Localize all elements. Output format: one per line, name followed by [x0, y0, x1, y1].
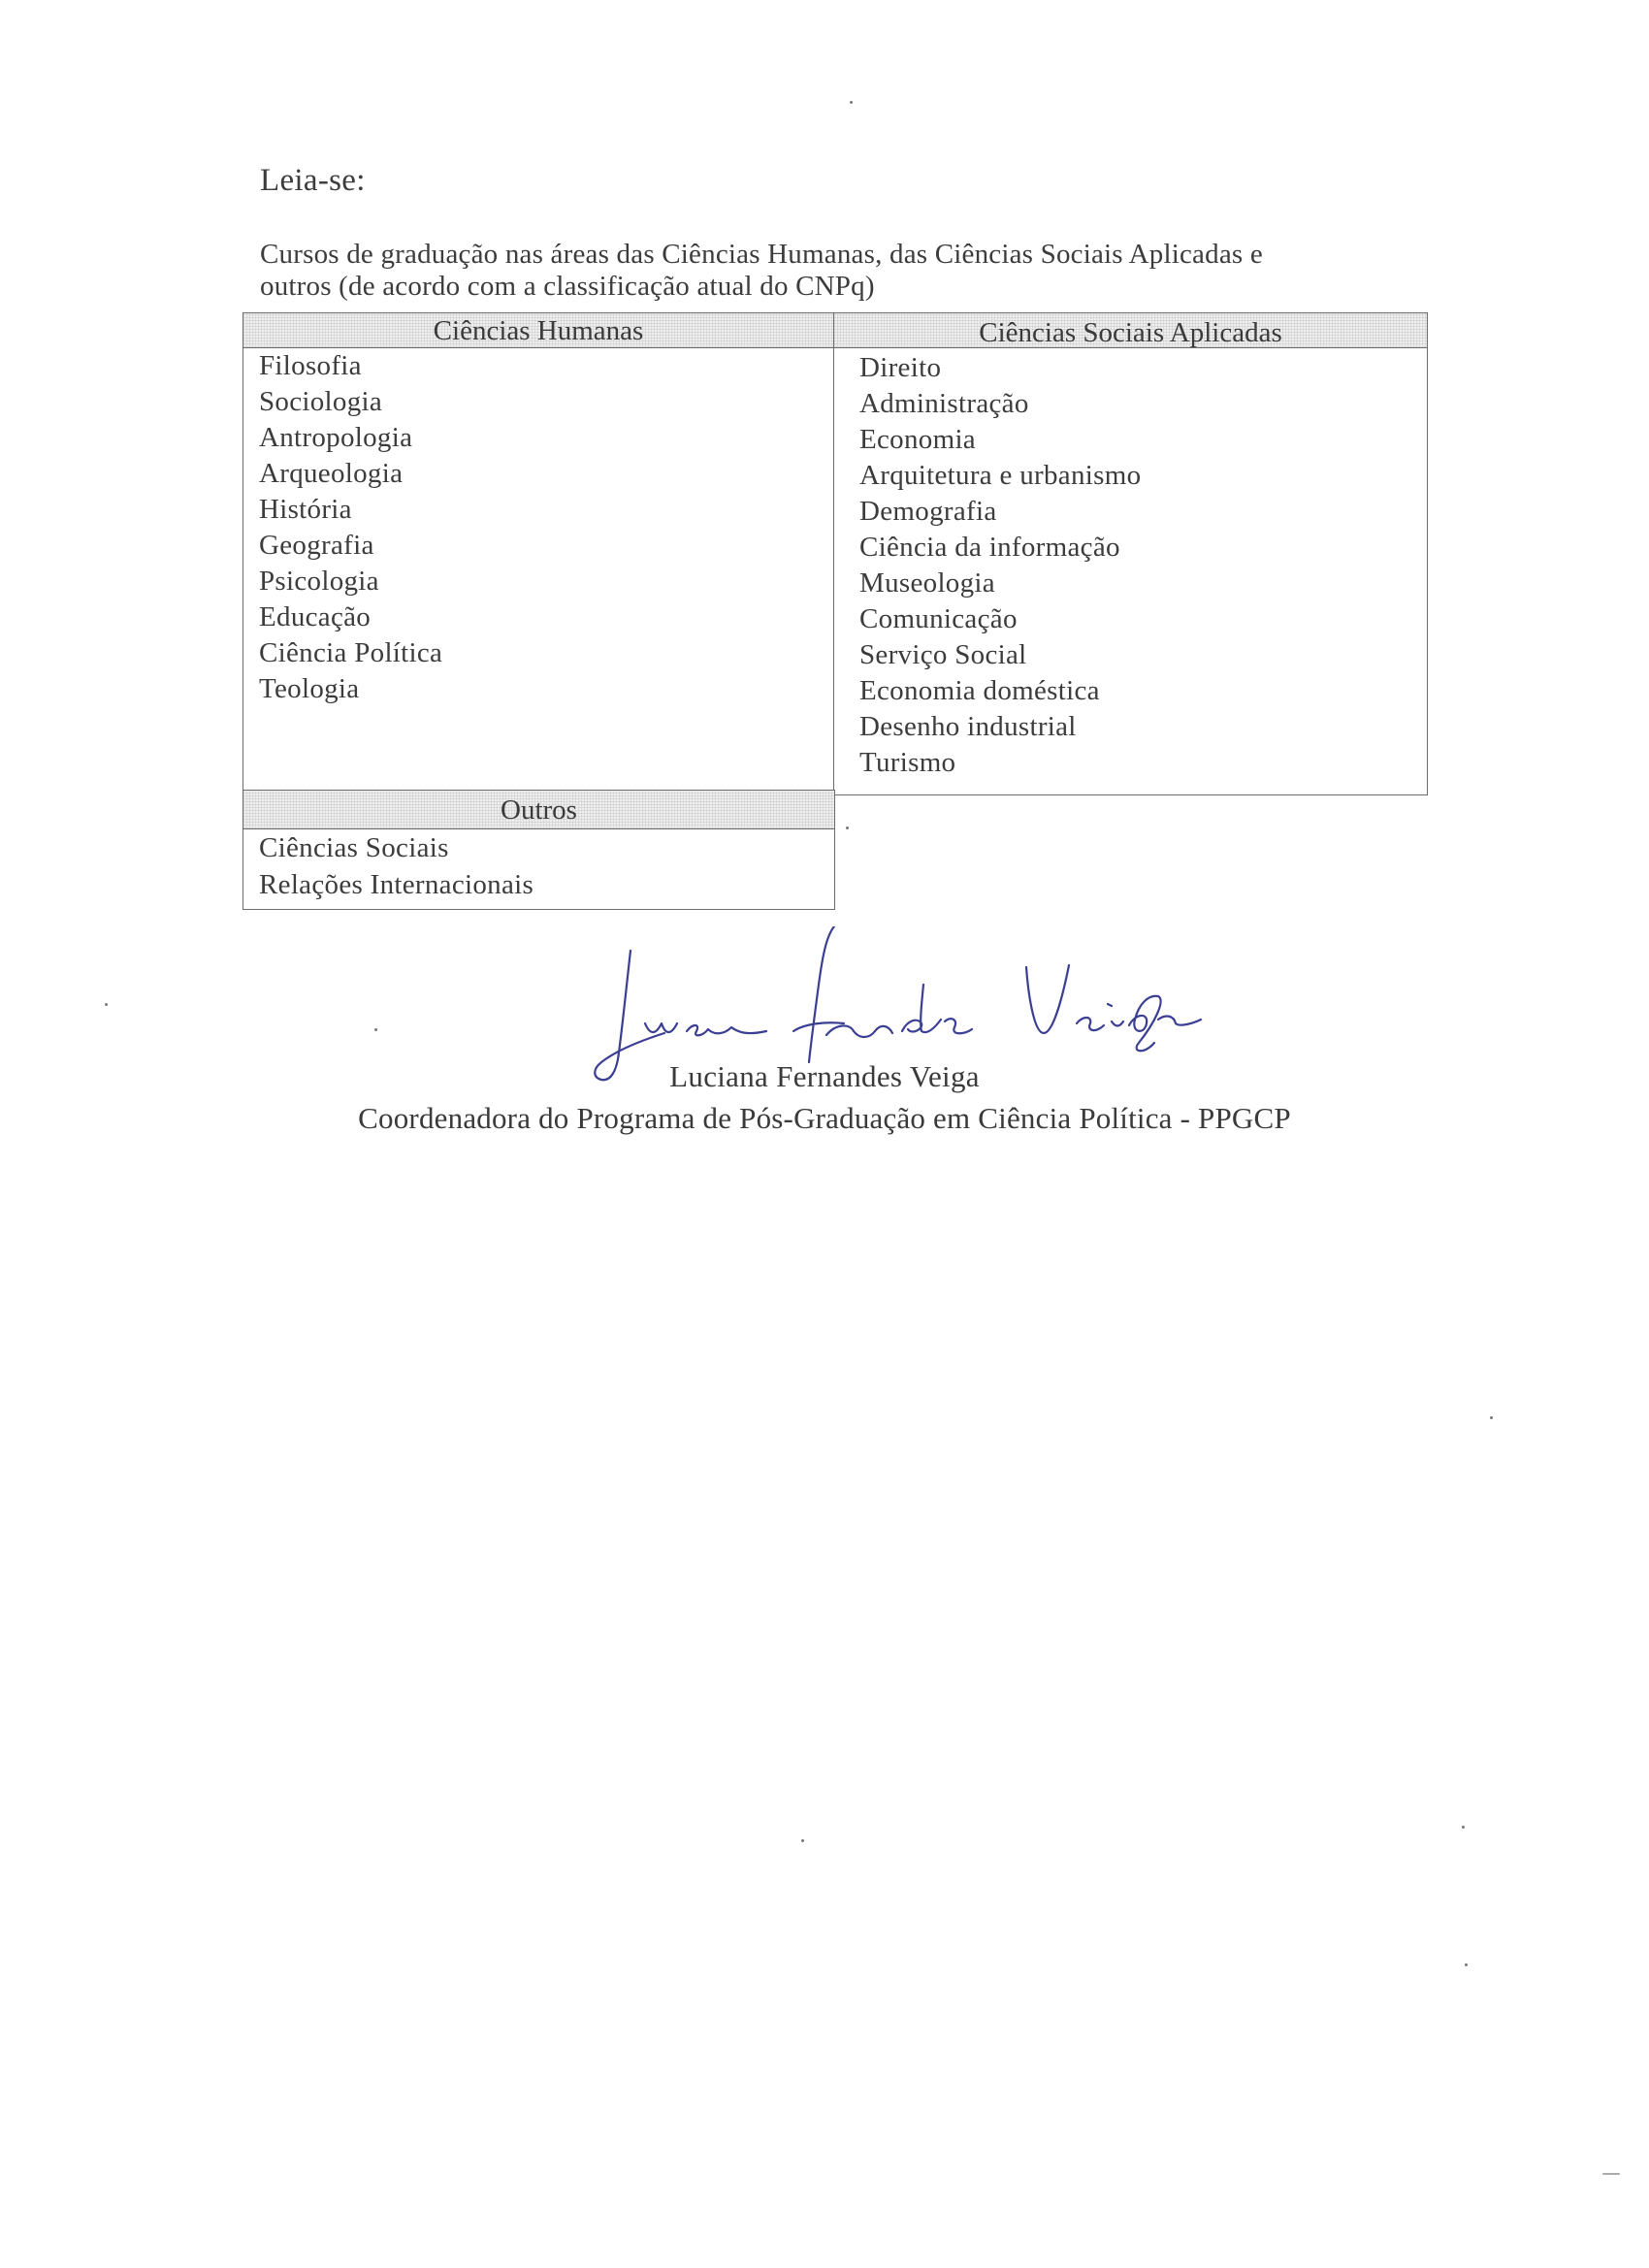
list-item: Economia doméstica [859, 675, 1100, 706]
list-item: Direito [859, 352, 942, 383]
list-item: Arqueologia [259, 458, 404, 489]
list-item: Filosofia [259, 350, 362, 381]
areas-table [242, 312, 1428, 795]
scan-speck [1602, 2173, 1620, 2175]
list-item: Sociologia [259, 386, 383, 417]
list-item: Geografia [259, 530, 374, 561]
outros-list [243, 829, 834, 903]
list-item: Psicologia [259, 566, 379, 597]
list-item: Demografia [859, 496, 997, 527]
intro-line-2: outros (de acordo com a classificação atual do CNPq) [260, 271, 875, 302]
signer-name: Luciana Fernandes Veiga [669, 1059, 980, 1093]
scan-speck [1465, 1963, 1468, 1966]
sociais-header: Ciências Sociais Aplicadas [834, 313, 1427, 348]
intro-label: Leia-se: [260, 163, 366, 198]
list-item: Ciência da informação [859, 532, 1120, 563]
humanas-list [243, 348, 833, 707]
humanas-column [243, 313, 834, 794]
scan-speck [374, 1028, 377, 1031]
humanas-header: Ciências Humanas [243, 313, 833, 348]
sociais-list [834, 348, 1427, 781]
intro-paragraph [260, 239, 1405, 303]
scan-speck [801, 1839, 804, 1842]
list-item: Arquitetura e urbanismo [859, 460, 1142, 491]
scan-speck [1490, 1416, 1493, 1419]
list-item: Administração [859, 388, 1029, 419]
scan-speck [1462, 1826, 1465, 1829]
list-item: Educação [259, 601, 372, 632]
list-item: Comunicação [859, 603, 1018, 634]
scan-speck [105, 1003, 108, 1006]
signature-strokes [595, 926, 1201, 1080]
list-item: Antropologia [259, 422, 413, 453]
list-item: Ciências Sociais [259, 832, 449, 863]
list-item: Museologia [859, 567, 995, 599]
list-item: História [259, 494, 352, 525]
outros-table [242, 790, 835, 910]
list-item: Relações Internacionais [259, 869, 534, 900]
list-item: Economia [859, 424, 976, 455]
list-item: Desenho industrial [859, 711, 1077, 742]
list-item: Teologia [259, 673, 360, 704]
signer-title: Coordenadora do Programa de Pós-Graduação em Ciência Política - PPGCP [358, 1101, 1291, 1135]
scan-speck [846, 826, 849, 829]
scan-speck [850, 101, 853, 104]
list-item: Ciência Política [259, 637, 443, 668]
outros-header: Outros [243, 791, 834, 829]
sociais-column [834, 313, 1427, 794]
list-item: Serviço Social [859, 639, 1027, 670]
list-item: Turismo [859, 747, 956, 778]
intro-line-1: Cursos de graduação nas áreas das Ciências Humanas, das Ciências Sociais Aplicadas e [260, 239, 1263, 270]
